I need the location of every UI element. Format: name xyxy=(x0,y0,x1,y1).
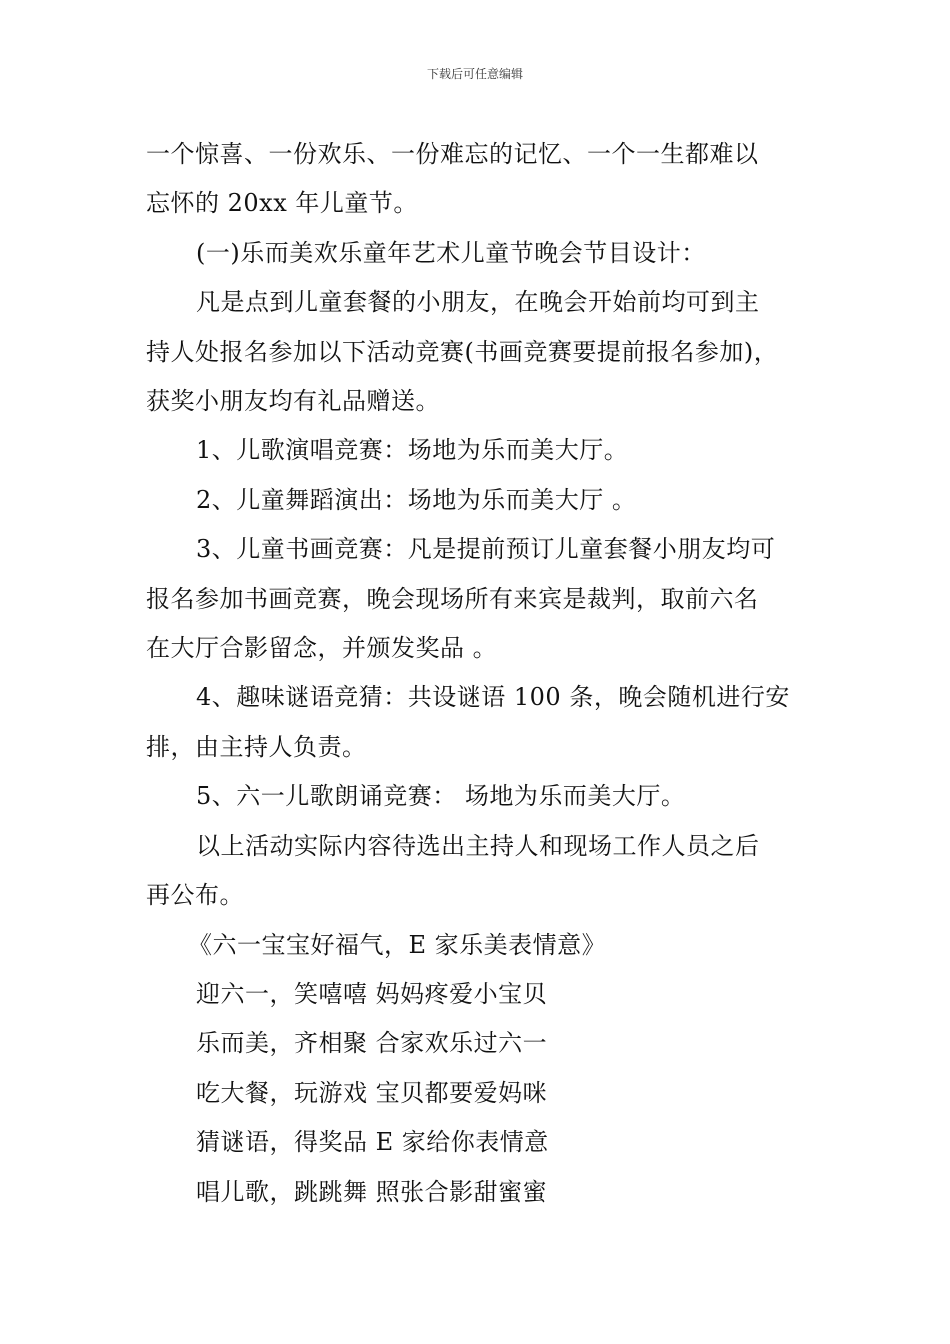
text-line: 在大厅合影留念，并颁发奖品 。 xyxy=(146,634,498,663)
poem-line: 迎六一，笑嘻嘻 妈妈疼爱小宝贝 xyxy=(196,979,548,1008)
text-line: 一个惊喜、一份欢乐、一份难忘的记忆、一个一生都难以 xyxy=(146,140,759,168)
page-header-note: 下载后可任意编辑 xyxy=(426,67,523,81)
text-line: 忘怀的 20xx 年儿童节。 xyxy=(146,189,418,218)
text-line: 持人处报名参加以下活动竞赛(书画竞赛要提前报名参加)， xyxy=(146,337,779,366)
poem-line: 吃大餐，玩游戏 宝贝都要爱妈咪 xyxy=(196,1078,548,1107)
text-line: 再公布。 xyxy=(146,881,244,910)
poem-line: 猜谜语，得奖品 E 家给你表情意 xyxy=(196,1128,549,1157)
list-item: 2、儿童舞蹈演出：场地为乐而美大厅 。 xyxy=(196,485,637,514)
list-item: 5、六一儿歌朗诵竞赛： 场地为乐而美大厅。 xyxy=(196,782,686,811)
section-heading: (一)乐而美欢乐童年艺术儿童节晚会节目设计： xyxy=(196,238,706,267)
text-line: 获奖小朋友均有礼品赠送。 xyxy=(146,387,440,416)
text-line: 凡是点到儿童套餐的小朋友，在晚会开始前均可到主 xyxy=(196,288,760,317)
list-item: 1、儿歌演唱竞赛：场地为乐而美大厅。 xyxy=(196,436,629,465)
poem-line: 乐而美，齐相聚 合家欢乐过六一 xyxy=(196,1029,548,1058)
poem-line: 唱儿歌，跳跳舞 照张合影甜蜜蜜 xyxy=(196,1177,548,1206)
document-body xyxy=(146,130,814,1217)
poem-title: 《六一宝宝好福气，E 家乐美表情意》 xyxy=(188,930,607,959)
text-line: 排，由主持人负责。 xyxy=(146,732,367,761)
text-line: 报名参加书画竞赛，晚会现场所有来宾是裁判，取前六名 xyxy=(146,584,759,613)
list-item: 4、趣味谜语竞猜：共设谜语 100 条，晚会随机进行安 xyxy=(196,683,790,712)
list-item: 3、儿童书画竞赛：凡是提前预订儿童套餐小朋友均可 xyxy=(196,535,776,564)
text-line: 以上活动实际内容待选出主持人和现场工作人员之后 xyxy=(196,831,760,860)
